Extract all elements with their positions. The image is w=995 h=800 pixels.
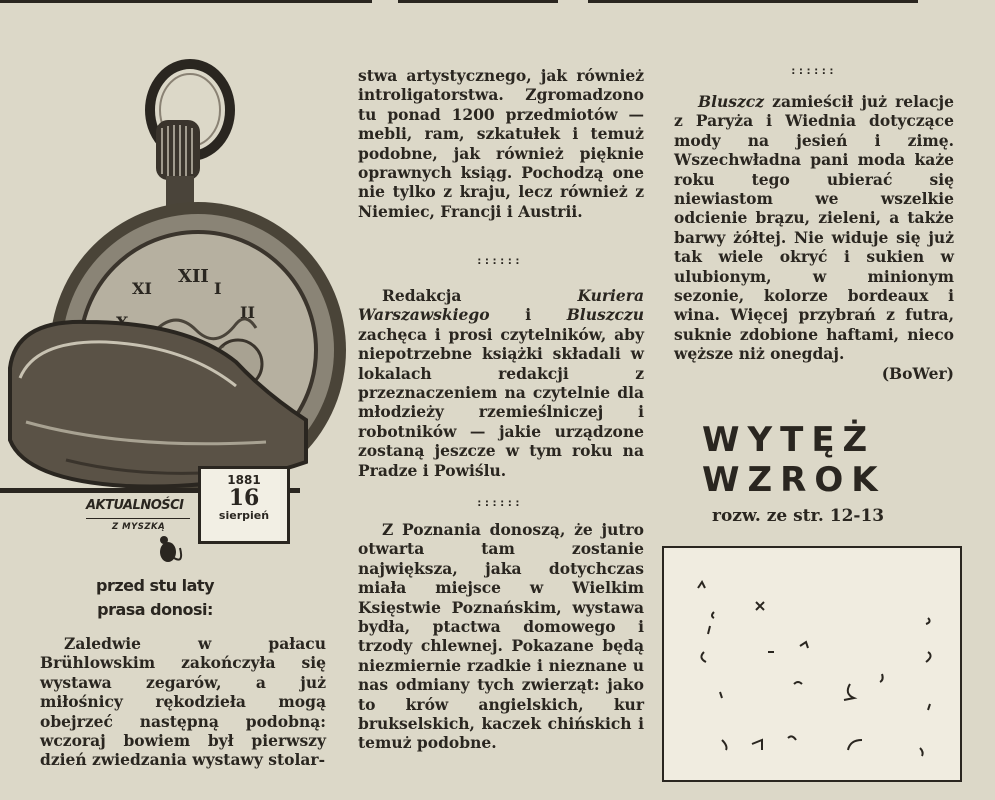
date-box bbox=[198, 466, 290, 544]
middle-column-text-3 bbox=[358, 520, 644, 753]
svg-text:XI: XI bbox=[132, 279, 152, 298]
puzzle-solution-box bbox=[662, 546, 962, 782]
date-day: 16 bbox=[228, 485, 260, 511]
section-heading-line1: przed stu laty bbox=[95, 576, 215, 595]
date-year: 1881 bbox=[227, 473, 261, 487]
top-rule bbox=[0, 0, 995, 6]
date-month: sierpień bbox=[218, 509, 270, 522]
article-paragraph: Redakcja Kuriera Warszawskiego i Bluszczu zachęca i prosi czytelników, aby niepotrzebne książki składali w lokalach redakcji z przeznaczeniem na czytelnie dla młodzieży rzemieślniczej i robotników — jakie urządzone zostaną jeszcze w tym roku na Pradze i Powiślu. bbox=[358, 286, 644, 480]
svg-text:I: I bbox=[214, 279, 222, 298]
article-paragraph: Zaledwie w pałacu Brühlowskim zakończyła się wystawa zegarów, a już miłośnicy rękodzieła mogą obejrzeć następną podobną: wczoraj bowiem był pierwszy dzień zwiedzania wystawy stolar- bbox=[40, 634, 326, 770]
article-paragraph: Z Poznania donoszą, że jutro otwarta tam zostanie największa, jaka dotychczas miała miejsce w Wielkim Księstwie Poznańskim, wystawa bydła, ptactwa domowego i trzody chlewnej. Pokazane będą niezmiernie rzadkie i nieznane u nas odmiany tych zwierząt: jako to krów angielskich, kur brukselskich, kaczek chińskich i temuż podobne. bbox=[358, 520, 644, 753]
section-divider: :::::: bbox=[476, 254, 522, 267]
section-heading-line2: prasa donosi: bbox=[97, 600, 213, 619]
logo-line2: Z MYSZKĄ bbox=[112, 522, 166, 532]
middle-column-text-1 bbox=[358, 66, 644, 221]
right-column-text bbox=[674, 92, 954, 383]
mouse-icon bbox=[156, 528, 186, 568]
section-divider: :::::: bbox=[790, 64, 836, 77]
section-divider: :::::: bbox=[476, 496, 522, 509]
author-signature: (BoWer) bbox=[881, 363, 954, 383]
article-paragraph: stwa artystycznego, jak również introligatorstwa. Zgromadzono tu ponad 1200 przedmiotów — mebli, ram, szkatułek i temuż podobne, jak również pięknie oprawnych ksiąg. Pochodzą one nie tylko z kraju, lecz również z Niemiec, Francji i Austrii. bbox=[358, 66, 644, 221]
puzzle-title-line2: WZROK bbox=[702, 460, 886, 500]
puzzle-title bbox=[702, 420, 886, 500]
logo-line1: AKTUALNOŚCI bbox=[86, 498, 184, 513]
article-paragraph: Bluszcz zamieścił już relacje z Paryża i Wiednia dotyczące mody na jesień i zimę. Wszechwładna pani moda każe roku tego ubierać się niewiastom we wszelkie odcienie brązu, zieleni, a także barwy żółtej. Nie widuje się już tak wiele okryć i sukien w ulubionym, w minionym sezonie, kolorze bordeaux i wina. Więcej przybrań z futra, suknie zdobione haftami, nieco węższe niż onegdaj. bbox=[674, 92, 954, 364]
puzzle-title-line1: WYTĘŻ bbox=[702, 420, 876, 460]
puzzle-subtitle: rozw. ze str. 12-13 bbox=[712, 506, 885, 526]
column-logo bbox=[86, 498, 196, 570]
middle-column-text-2 bbox=[358, 286, 644, 480]
svg-text:II: II bbox=[240, 303, 255, 322]
svg-text:XII: XII bbox=[178, 266, 209, 287]
left-column-text bbox=[40, 634, 326, 770]
pocket-watch-illustration bbox=[6, 50, 346, 490]
